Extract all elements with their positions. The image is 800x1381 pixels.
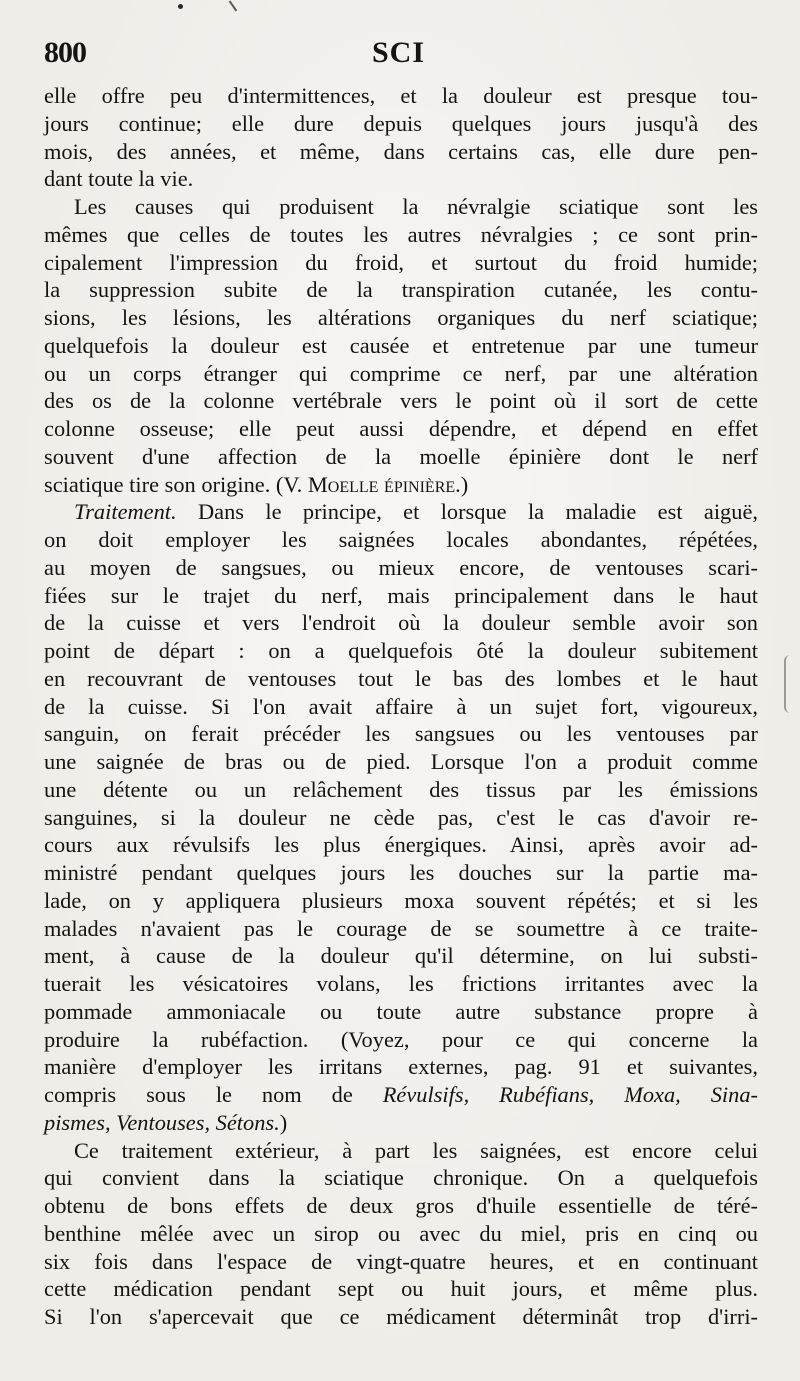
margin-ink-mark	[784, 655, 794, 713]
cross-reference: Moelle épinière	[307, 471, 456, 497]
text-line: six fois dans l'espace de vingt-quatre heures, et en continuant	[44, 1248, 758, 1274]
text-line: manière d'employer les irritans externes, pag. 91 et suivantes,	[44, 1054, 758, 1080]
text-line: la suppression subite de la transpiration cutanée, les contu-	[44, 277, 758, 303]
text-line: sanguin, on ferait précéder les sangsues ou les ventouses par	[44, 721, 758, 747]
text-line: produire la rubéfaction. (Voyez, pour ce qui concerne la	[44, 1026, 758, 1052]
text-line: point de départ : on a quelquefois ôté la douleur subitement	[44, 638, 758, 663]
text-fragment: Dans le principe, et lorsque la maladie est aiguë,	[198, 499, 758, 525]
text-line: colonne osseuse; elle peut aussi dépendre, et dépend en effet	[44, 416, 758, 441]
text-line: jours continue; elle dure depuis quelques jours jusqu'à des	[44, 110, 758, 136]
text-fragment: )	[279, 1109, 288, 1135]
text-line	[44, 471, 758, 499]
ink-speck	[178, 4, 183, 9]
text-line: sanguines, si la douleur ne cède pas, c'est le cas d'avoir re-	[44, 804, 758, 830]
text-line: ment, à cause de la douleur qu'il détermine, on lui substi-	[44, 943, 758, 969]
text-line: souvent d'une affection de la moelle épinière dont le nerf	[44, 443, 758, 469]
section-heading: Traitement.	[74, 499, 177, 525]
paragraph-3-treatment	[44, 498, 758, 1136]
text-line: cipalement l'impression du froid, et surtout du froid humide;	[44, 249, 758, 275]
text-line: ministré pendant quelques jours les douches sur la partie ma-	[44, 860, 758, 885]
text-line: une saignée de bras ou de pied. Lorsque l'on a produit comme	[44, 749, 758, 774]
italic-terms: Révulsifs, Rubéfians, Moxa, Sina-	[382, 1082, 758, 1107]
text-line: mêmes que celles de toutes les autres névralgies ; ce sont prin-	[44, 221, 758, 247]
text-line	[44, 498, 758, 526]
text-line: dant toute la vie.	[44, 166, 194, 192]
text-fragment: sciatique tire son origine. (V.	[44, 471, 303, 497]
text-line: benthine mêlée avec un sirop ou avec du miel, pris en cinq ou	[44, 1220, 758, 1246]
text-line: de la cuisse. Si l'on avait affaire à un sujet fort, vigoureux,	[44, 693, 758, 719]
text-line: elle offre peu d'intermittences, et la douleur est presque tou-	[44, 83, 758, 108]
text-line: tuerait les vésicatoires volans, les frictions irritantes avec la	[44, 971, 758, 996]
text-line: obtenu de bons effets de deux gros d'huile essentielle de téré-	[44, 1193, 758, 1218]
page-number: 800	[44, 36, 86, 69]
text-line: ou un corps étranger qui comprime ce nerf, par une altération	[44, 360, 758, 386]
text-line: une détente ou un relâchement des tissus par les émissions	[44, 776, 758, 802]
text-line: qui convient dans la sciatique chronique. On a quelquefois	[44, 1165, 758, 1191]
paragraph-2-causes	[44, 193, 758, 498]
text-line: Les causes qui produisent la névralgie sciatique sont les	[74, 194, 758, 219]
text-line: pommade ammoniacale ou toute autre substance propre à	[44, 998, 758, 1024]
text-line	[44, 1081, 758, 1109]
text-line: sions, les lésions, les altérations organiques du nerf sciatique;	[44, 305, 758, 330]
text-line: mois, des années, et même, dans certains cas, elle dure pen-	[44, 138, 758, 164]
text-line: au moyen de sangsues, ou mieux encore, de ventouses scari-	[44, 554, 758, 580]
text-line: cette médication pendant sept ou huit jours, et même plus.	[44, 1276, 758, 1302]
text-line: fiées sur le trajet du nerf, mais principalement dans le haut	[44, 582, 758, 608]
text-fragment: .)	[455, 471, 469, 497]
text-line	[44, 1109, 758, 1137]
running-title: SCI	[372, 36, 426, 69]
paper-scratch	[229, 1, 238, 12]
text-line: Ce traitement extérieur, à part les saignées, est encore celui	[74, 1137, 758, 1163]
running-head	[44, 36, 758, 82]
text-line: en recouvrant de ventouses tout le bas des lombes et le haut	[44, 665, 758, 691]
text-line: cours aux révulsifs les plus énergiques. Ainsi, après avoir ad-	[44, 832, 758, 858]
text-line: malades n'avaient pas le courage de se soumettre à ce traite-	[44, 915, 758, 941]
text-line: de la cuisse et vers l'endroit où la douleur semble avoir son	[44, 610, 758, 636]
paragraph-1	[44, 82, 758, 193]
text-line: lade, on y appliquera plusieurs moxa souvent répétés; et si les	[44, 887, 758, 913]
text-line: on doit employer les saignées locales abondantes, répétées,	[44, 527, 758, 552]
text-line: Si l'on s'apercevait que ce médicament déterminât trop d'irri-	[44, 1304, 758, 1329]
text-line: quelquefois la douleur est causée et entretenue par une tumeur	[44, 332, 758, 358]
paragraph-4-chronic	[44, 1137, 758, 1331]
text-fragment: compris sous le nom de	[44, 1082, 353, 1107]
italic-terms: pismes, Ventouses, Sétons.	[44, 1109, 280, 1135]
text-line: des os de la colonne vertébrale vers le point où il sort de cette	[44, 388, 758, 414]
